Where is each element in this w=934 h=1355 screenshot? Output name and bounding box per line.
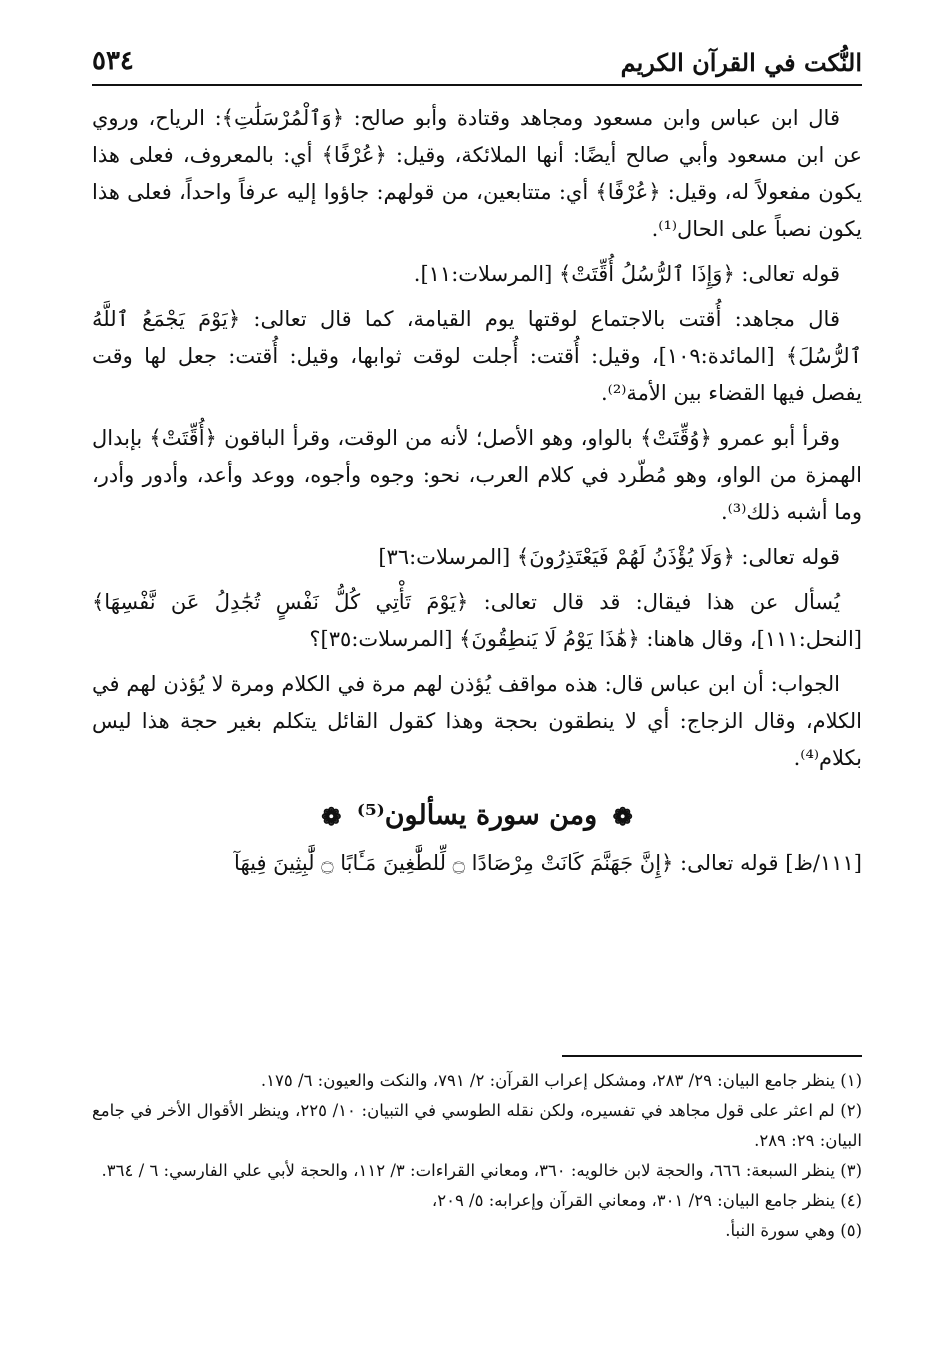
ornament-left-icon: ❁ xyxy=(321,802,342,831)
section-heading-text: ومن سورة يسألون⁽⁵⁾ xyxy=(356,800,598,831)
footnote-3: (٣) ينظر السبعة: ٦٦٦، والحجة لابن خالويه: ٣٦٠، ومعاني القراءات: ٣/ ١١٢، والحجة لأبي علي الفارسي: ٦ / ٣٦٤. xyxy=(101,1161,862,1180)
page-header xyxy=(92,44,862,86)
paragraph-1: قال ابن عباس وابن مسعود ومجاهد وقتادة وأبو صالح: ﴿وَٱلْمُرْسَلَٰتِ﴾: الرياح، وروي عن ابن مسعود وأبي صالح أيضًا: أنها الملائكة، وقيل: ﴿عُرْفًا﴾ أي: بالمعروف، فعلى هذا يكون مفعولاً له، وقيل: ﴿عُرْفًا﴾ أي: متتابعين، من قولهم: جاؤوا إليه عرفاً واحداً، فعلى هذا يكون نصباً على الحال⁽¹⁾. xyxy=(92,106,862,241)
footnote-4: (٤) ينظر جامع البيان: ٢٩/ ٣٠١، ومعاني القرآن وإعرابه: ٥/ ٢٠٩، xyxy=(431,1191,862,1210)
paragraph-2: قوله تعالى: ﴿وَإِذَا ٱلرُّسُلُ أُقِّتَتْ﴾ [المرسلات:١١]. xyxy=(413,262,840,286)
paragraph-6: يُسأل عن هذا فيقال: قد قال تعالى: ﴿يَوْمَ تَأْتِي كُلُّ نَفْسٍ تُجَٰدِلُ عَن نَّفْسِهَا﴾ [النحل:١١١]، وقال هاهنا: ﴿هَٰذَا يَوْمُ لَا يَنطِقُونَ﴾ [المرسلات:٣٥]؟ xyxy=(92,590,862,651)
page-number: ٥٣٤ xyxy=(92,46,134,76)
paragraph-5: قوله تعالى: ﴿وَلَا يُؤْذَنُ لَهُمْ فَيَعْتَذِرُونَ﴾ [المرسلات:٣٦] xyxy=(378,545,840,569)
footnotes xyxy=(92,1066,862,1246)
paragraph-4: وقرأ أبو عمرو ﴿وُقِّتَتْ﴾ بالواو، وهو الأصل؛ لأنه من الوقت، وقرأ الباقون ﴿أُقِّتَتْ﴾ بإبدال الهمزة من الواو، وهو مُطّرد في كلام العرب، نحو: وجوه وأجوه، ووعد وأعد، وأدور وأدر، وما أشبه ذلك⁽³⁾. xyxy=(92,426,862,524)
section-heading xyxy=(92,797,862,835)
paragraph-last: [١١١/ظ] قوله تعالى: ﴿إِنَّ جَهَنَّمَ كَانَتْ مِرْصَادًا ۝ لِّلطَّٰغِينَ مَـَٔابًا ۝ لَّٰبِثِينَ فِيهَآ xyxy=(234,851,862,875)
footnote-2: (٢) لم اعثر على قول مجاهد في تفسيره، ولكن نقله الطوسي في التبيان: ١٠/ ٢٢٥، وينظر الأقوال الأخر في جامع البيان: ٢٩: ٢٨٩. xyxy=(92,1101,863,1150)
paragraph-3: قال مجاهد: أُقتت بالاجتماع لوقتها يوم القيامة، كما قال تعالى: ﴿يَوْمَ يَجْمَعُ ٱللَّهُ ٱلرُّسُلَ﴾ [المائدة:١٠٩]، وقيل: أُقتت: أُجلت لوقت ثوابها، وقيل: أُقتت: جعل لها وقت يفصل فيها القضاء بين الأمة⁽²⁾. xyxy=(92,307,862,405)
footnote-5: (٥) وهي سورة النبأ. xyxy=(725,1221,862,1240)
paragraph-7: الجواب: أن ابن عباس قال: هذه مواقف يُؤذن لهم مرة في الكلام ومرة لا يُؤذن لهم في الكلام، وقال الزجاج: أي لا ينطقون بحجة وهذا كقول القائل يتكلم بغير حجة هذا ليس بكلام⁽⁴⁾. xyxy=(92,672,862,770)
footnote-divider xyxy=(562,1055,862,1057)
main-text xyxy=(92,100,862,890)
ornament-right-icon: ❁ xyxy=(612,802,633,831)
footnote-1: (١) ينظر جامع البيان: ٢٩/ ٢٨٣، ومشكل إعراب القرآن: ٢/ ٧٩١، والنكت والعيون: ٦/ ١٧٥. xyxy=(260,1071,862,1090)
running-title: النُّكت في القرآن الكريم xyxy=(620,48,862,77)
